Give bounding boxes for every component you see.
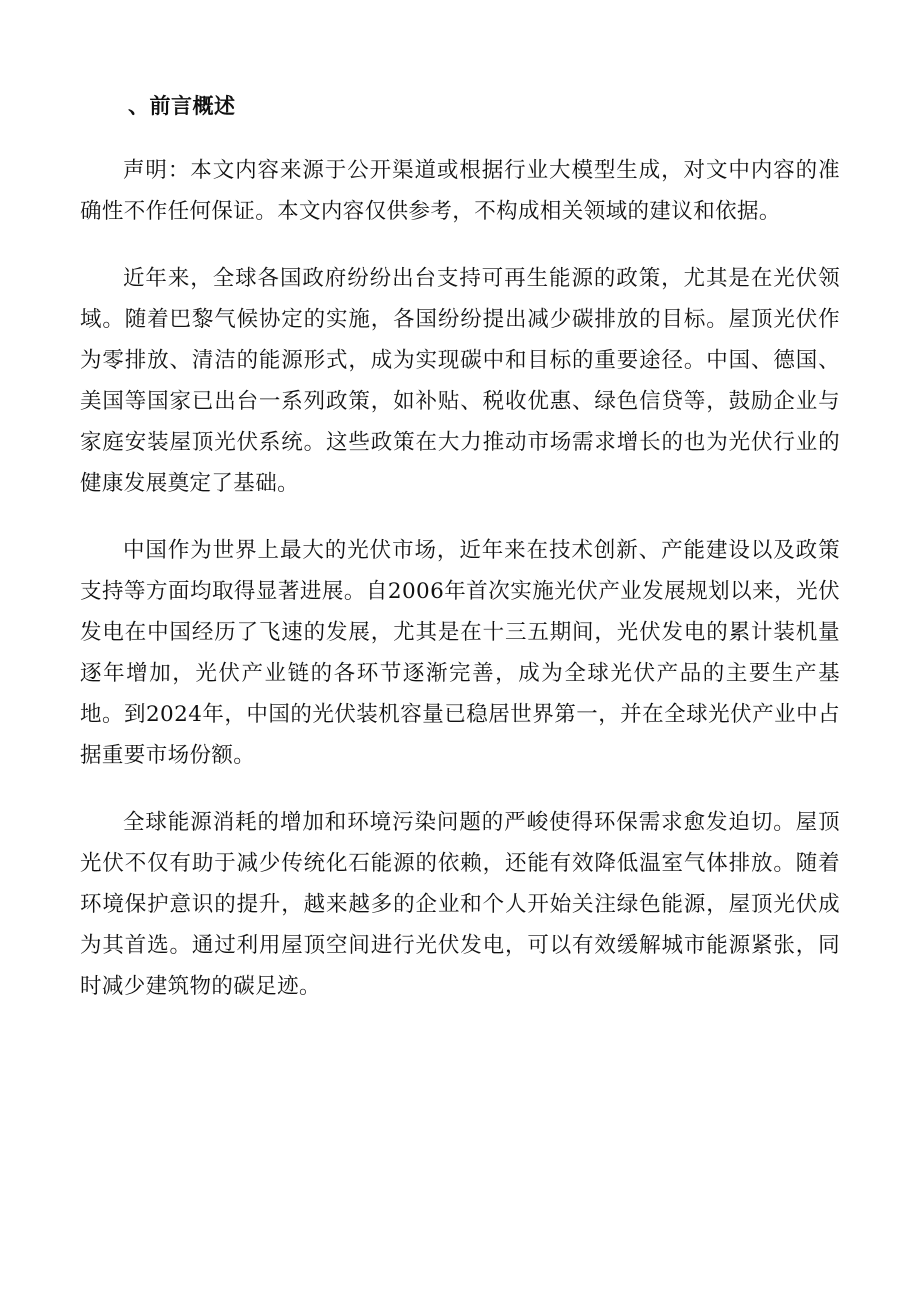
china-market-paragraph: 中国作为世界上最大的光伏市场，近年来在技术创新、产能建设以及政策支持等方面均取得显著进展。自2006年首次实施光伏产业发展规划以来，光伏发电在中国经历了飞速的发展，尤其是在十三五期间，光伏发电的累计装机量逐年增加，光伏产业链的各环节逐渐完善，成为全球光伏产品的主要生产基地。到2024年，中国的光伏装机容量已稳居世界第一，并在全球光伏产业中占据重要市场份额。 xyxy=(80,538,840,768)
environment-paragraph: 全球能源消耗的增加和环境污染问题的严峻使得环保需求愈发迫切。屋顶光伏不仅有助于减少传统化石能源的依赖，还能有效降低温室气体排放。随着环境保护意识的提升，越来越多的企业和个人开始关注绿色能源，屋顶光伏成为其首选。通过利用屋顶空间进行光伏发电，可以有效缓解城市能源紧张，同时减少建筑物的碳足迹。 xyxy=(80,810,840,999)
disclaimer-paragraph: 声明：本文内容来源于公开渠道或根据行业大模型生成，对文中内容的准确性不作任何保证。本文内容仅供参考，不构成相关领域的建议和依据。 xyxy=(80,158,840,224)
section-heading: 、前言概述 xyxy=(128,94,236,118)
policy-paragraph: 近年来，全球各国政府纷纷出台支持可再生能源的政策，尤其是在光伏领域。随着巴黎气候协定的实施，各国纷纷提出减少碳排放的目标。屋顶光伏作为零排放、清洁的能源形式，成为实现碳中和目标的重要途径。中国、德国、美国等国家已出台一系列政策，如补贴、税收优惠、绿色信贷等，鼓励企业与家庭安装屋顶光伏系统。这些政策在大力推动市场需求增长的也为光伏行业的健康发展奠定了基础。 xyxy=(80,266,840,496)
